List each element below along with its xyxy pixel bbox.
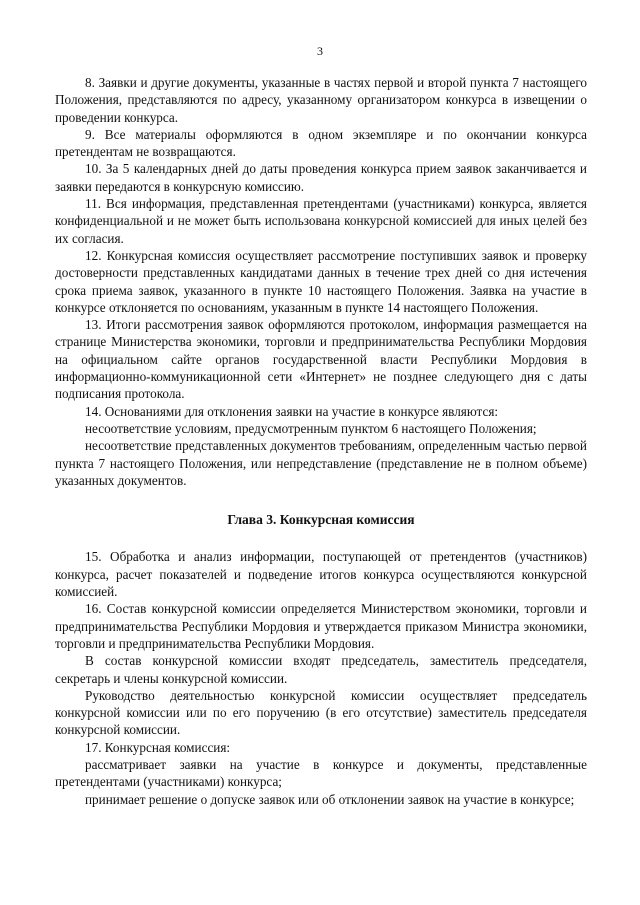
paragraph-10: 10. За 5 календарных дней до даты проведения конкурса прием заявок заканчивается и заявки передаются в конкурсную комиссию. bbox=[55, 161, 587, 194]
paragraph-17-item-1: рассматривает заявки на участие в конкурсе и документы, представленные претендентами (участниками) конкурса; bbox=[55, 756, 587, 790]
paragraph-16: 16. Состав конкурсной комиссии определяется Министерством экономики, торговли и предпринимательства Республики Мордовия и утверждается приказом Министра экономики, торговли и предпринимательства Республики Мордовия. bbox=[55, 601, 587, 651]
paragraph-15: 15. Обработка и анализ информации, поступающей от претендентов (участников) конкурса, расчет показателей и подведение итогов конкурса осуществляются конкурсной комиссией. bbox=[55, 549, 587, 600]
paragraph-12: 12. Конкурсная комиссия осуществляет рассмотрение поступивших заявок и проверку достоверности представленных кандидатами данных в течение трех дней со дня истечения срока приема заявок, указанного в пункте 10 настоящего Положения. Заявка на участие в конкурсе отклоняется по основаниям, указанным в пункте 14 настоящего Положения. bbox=[55, 247, 587, 315]
paragraph-14: 14. Основаниями для отклонения заявки на участие в конкурсе являются: bbox=[85, 403, 499, 419]
paragraph-13: 13. Итоги рассмотрения заявок оформляются протоколом, информация размещается на странице Министерства экономики, торговли и предпринимательства Республики Мордовия на официальном сайте органов государственной власти Республики Мордовия в информационно-коммуникационной сети «Интернет» не позднее следующего дня с даты подписания протокола. bbox=[55, 317, 587, 402]
paragraph-14-item-1: несоответствие условиям, предусмотренным пунктом 6 настоящего Положения; bbox=[85, 420, 537, 436]
paragraph-14-item-2: несоответствие представленных документов требованиям, определенным частью первой пункта 7 настоящего Положения, или непредставление (представление не в полном объеме) указанных документов. bbox=[55, 438, 587, 488]
paragraph-17: 17. Конкурсная комиссия: bbox=[85, 739, 231, 755]
paragraph-8: 8. Заявки и другие документы, указанные в частях первой и второй пункта 7 настоящего Положения, представляются по адресу, указанному организатором конкурса в извещении о проведении конкурса. bbox=[55, 75, 587, 125]
paragraph-9: 9. Все материалы оформляются в одном экземпляре и по окончании конкурса претендентам не возвращаются. bbox=[55, 126, 587, 160]
chapter-heading: Глава 3. Конкурсная комиссия bbox=[227, 512, 415, 528]
paragraph-16-composition: В состав конкурсной комиссии входят председатель, заместитель председателя, секретарь и члены конкурсной комиссии. bbox=[55, 653, 587, 686]
paragraph-11: 11. Вся информация, представленная претендентами (участниками) конкурса, является конфиденциальной и не может быть использована конкурсной комиссией для иных целей без их согласия. bbox=[55, 196, 587, 246]
document-body bbox=[55, 74, 587, 808]
paragraph-17-item-2: принимает решение о допуске заявок или об отклонении заявок на участие в конкурсе; bbox=[85, 791, 575, 807]
paragraph-16-leadership: Руководство деятельностью конкурсной комиссии осуществляет председатель конкурсной комиссии или по его поручению (в его отсутствие) заместитель председателя конкурсной комиссии. bbox=[55, 687, 587, 738]
page-number: 3 bbox=[317, 44, 323, 58]
